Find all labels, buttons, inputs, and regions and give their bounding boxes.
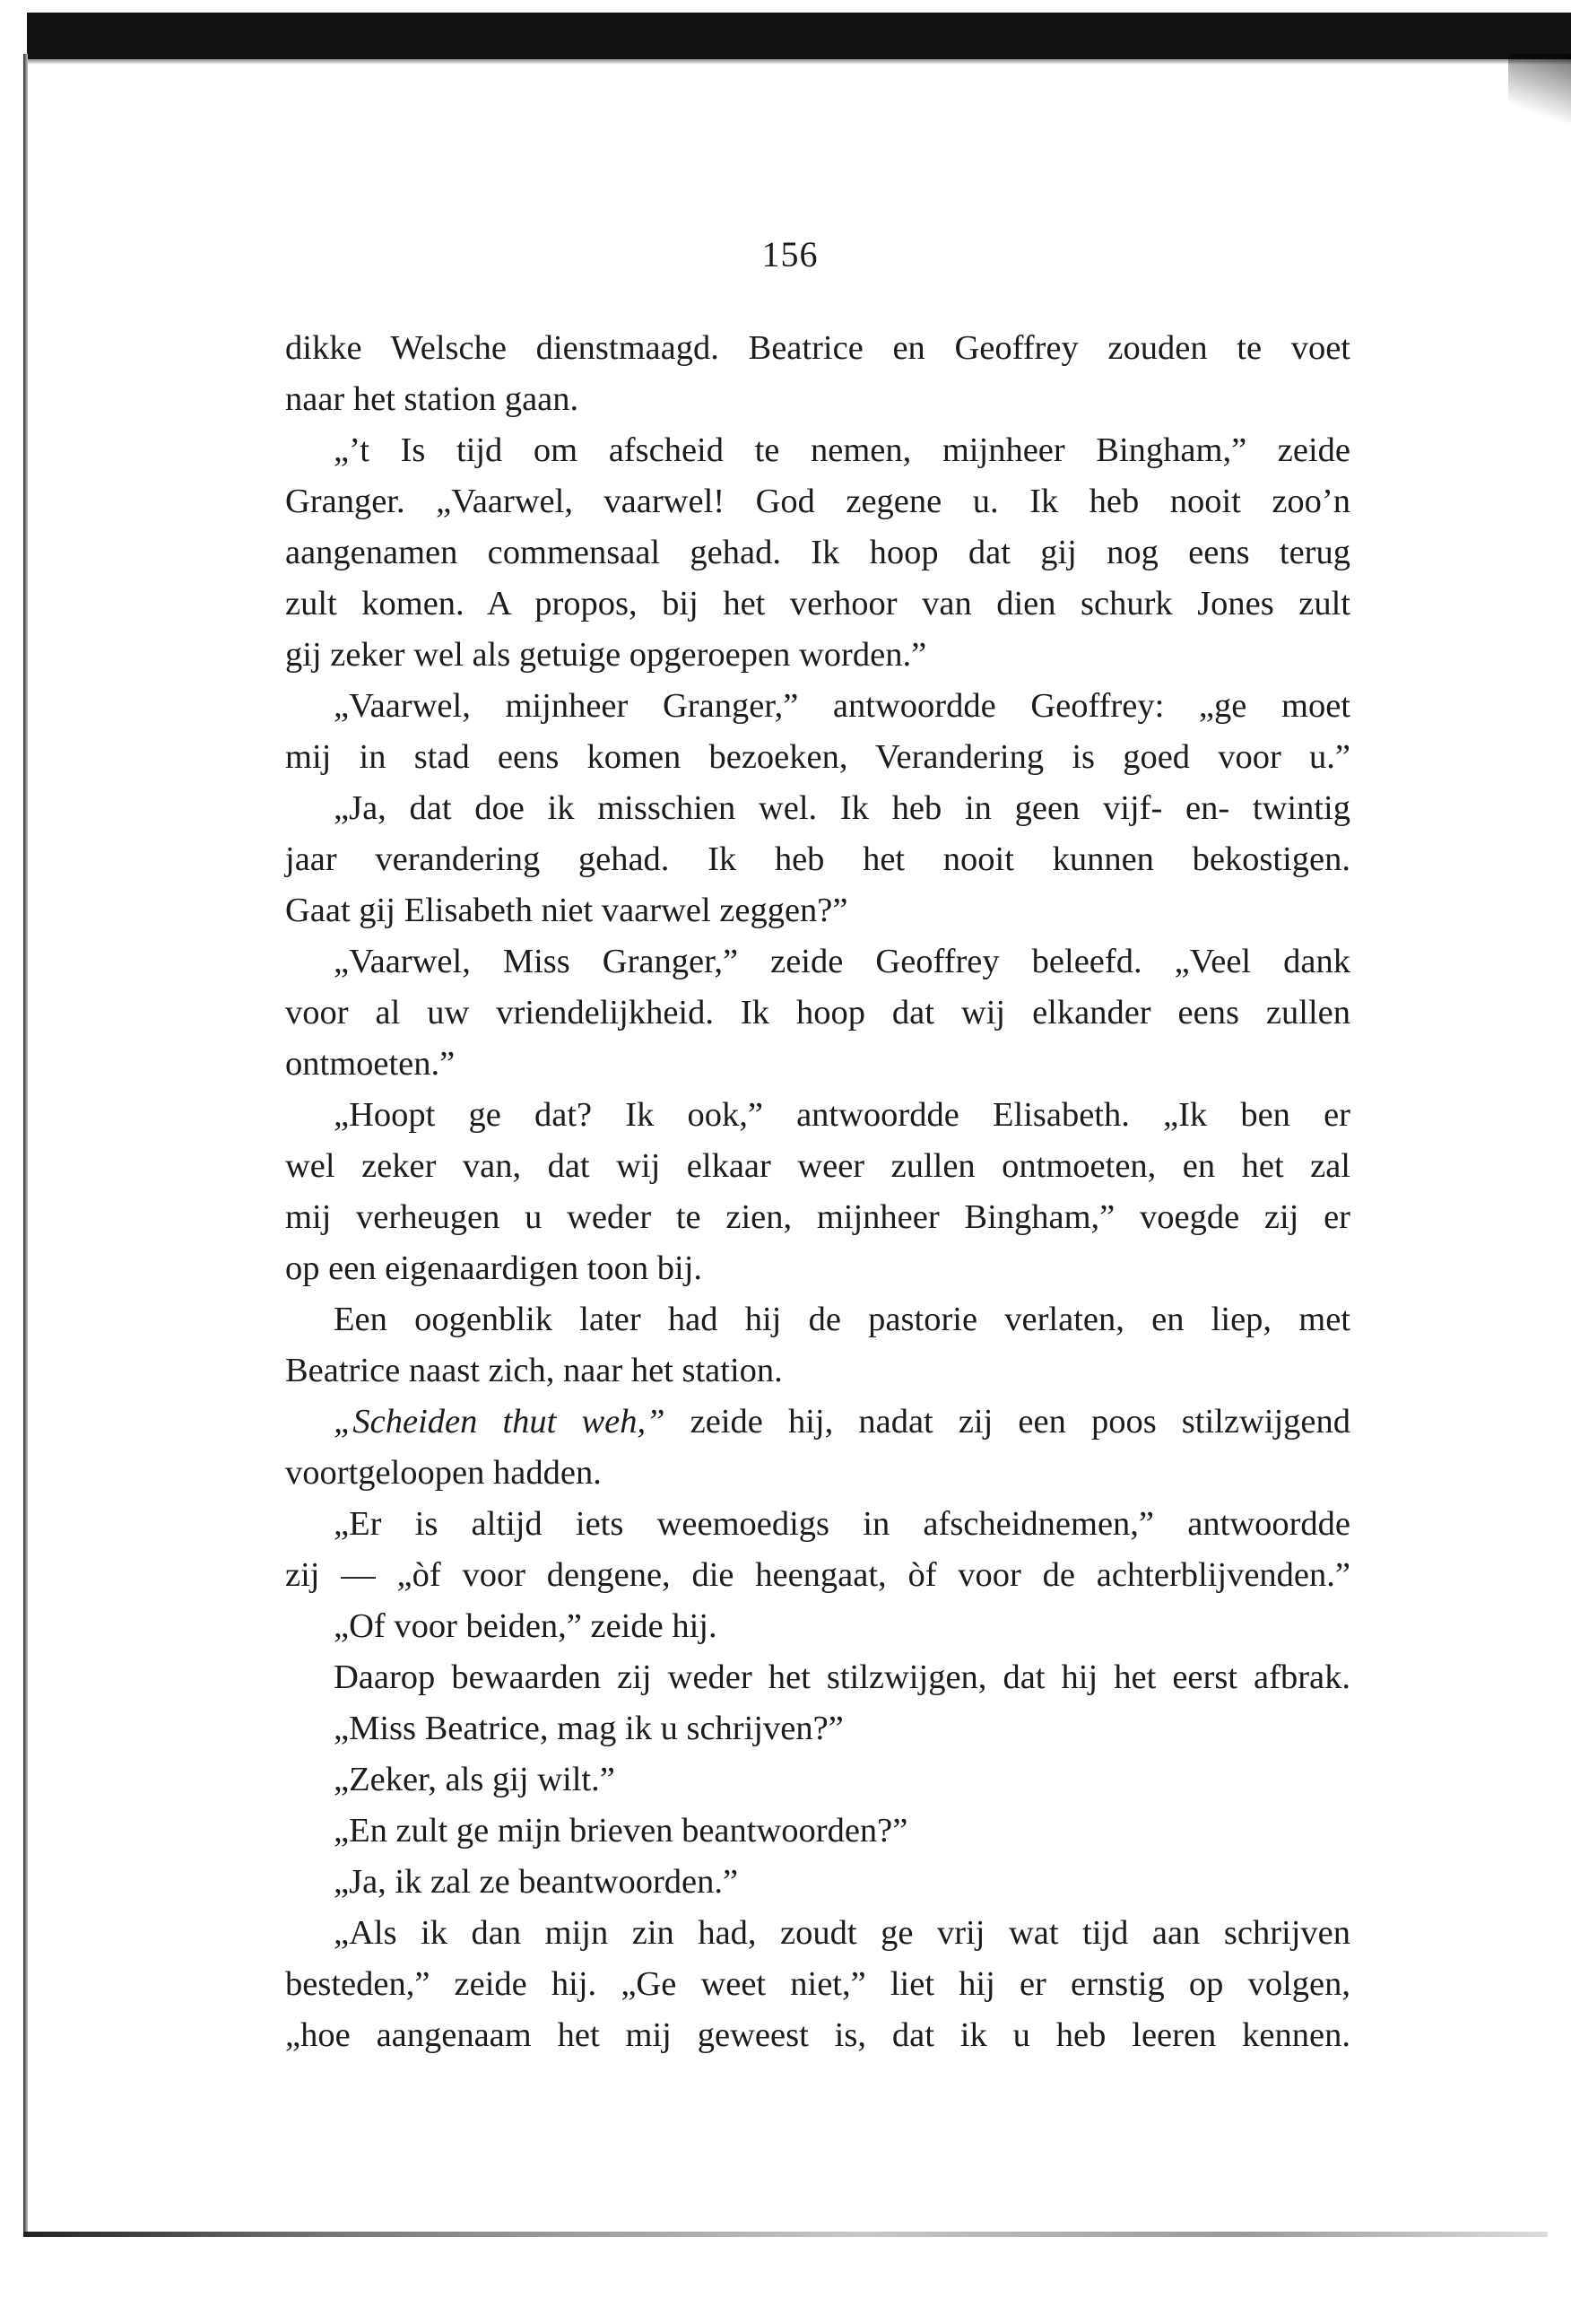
text-line: ontmoeten.”: [285, 1045, 456, 1083]
text-line: „Vaarwel, Miss Granger,” zeide Geoffrey beleefd. „Veel dank: [334, 943, 1350, 980]
text-line: naar het station gaan.: [285, 380, 579, 418]
text-line: dikke Welsche dienstmaagd. Beatrice en Geoffrey zouden te voet: [285, 329, 1350, 367]
text-line: „hoe aangenaam het mij geweest is, dat ik u heb leeren kennen.: [285, 2016, 1350, 2054]
italic-phrase: „Scheiden thut weh,”: [334, 1403, 665, 1441]
scan-corner-shadow: [1508, 54, 1571, 144]
text-line: Beatrice naast zich, naar het station.: [285, 1352, 783, 1389]
text-line: [285, 1397, 1350, 1448]
text-line: „En zult ge mijn brieven beantwoorden?”: [334, 1812, 908, 1850]
text-line: aangenamen commensaal gehad. Ik hoop dat gij nog eens terug: [285, 534, 1350, 571]
text-line: zij — „òf voor dengene, die heengaat, òf voor de achterblijvenden.”: [285, 1556, 1350, 1594]
text-line: „Ja, dat doe ik misschien wel. Ik heb in geen vijf- en- twintig: [334, 789, 1350, 827]
text-line: mij in stad eens komen bezoeken, Verandering is goed voor u.”: [285, 738, 1350, 776]
text-line: „Er is altijd iets weemoedigs in afscheidnemen,” antwoordde: [334, 1505, 1350, 1543]
scan-top-border: [27, 13, 1571, 59]
text-line: „Of voor beiden,” zeide hij.: [334, 1607, 717, 1645]
text-line: wel zeker van, dat wij elkaar weer zullen ontmoeten, en het zal: [285, 1147, 1350, 1185]
text-line: „Ja, ik zal ze beantwoorden.”: [334, 1863, 739, 1901]
text-line: „’t Is tijd om afscheid te nemen, mijnheer Bingham,” zeide: [334, 431, 1350, 469]
text-line: „Als ik dan mijn zin had, zoudt ge vrij wat tijd aan schrijven: [334, 1914, 1350, 1952]
text-line: „Vaarwel, mijnheer Granger,” antwoordde Geoffrey: „ge moet: [334, 687, 1350, 725]
page-body: [285, 323, 1350, 2061]
text-line: mij verheugen u weder te zien, mijnheer Bingham,” voegde zij er: [285, 1198, 1350, 1236]
text-line: op een eigenaardigen toon bij.: [285, 1249, 703, 1287]
text-line: besteden,” zeide hij. „Ge weet niet,” liet hij er ernstig op volgen,: [285, 1965, 1350, 2003]
text-line: Daarop bewaarden zij weder het stilzwijgen, dat hij het eerst afbrak.: [334, 1658, 1350, 1696]
text-line: zult komen. A propos, bij het verhoor van dien schurk Jones zult: [285, 585, 1350, 622]
scan-left-edge: [23, 54, 28, 2233]
text-line: voor al uw vriendelijkheid. Ik hoop dat wij elkander eens zullen: [285, 994, 1350, 1031]
text-line: „Zeker, als gij wilt.”: [334, 1761, 615, 1798]
text-line: „Hoopt ge dat? Ik ook,” antwoordde Elisabeth. „Ik ben er: [334, 1096, 1350, 1134]
text-line: „Miss Beatrice, mag ik u schrijven?”: [334, 1710, 844, 1747]
scan-bottom-edge: [23, 2232, 1548, 2237]
text-line: gij zeker wel als getuige opgeroepen worden.”: [285, 636, 927, 674]
text-line-rest: zeide hij, nadat zij een poos stilzwijgend: [690, 1403, 1350, 1441]
text-line: Granger. „Vaarwel, vaarwel! God zegene u. Ik heb nooit zoo’n: [285, 483, 1350, 520]
page-number: 156: [761, 234, 819, 274]
text-line: Gaat gij Elisabeth niet vaarwel zeggen?”: [285, 892, 848, 929]
text-line: jaar verandering gehad. Ik heb het nooit kunnen bekostigen.: [285, 840, 1350, 878]
text-line: voortgeloopen hadden.: [285, 1454, 602, 1492]
text-line: Een oogenblik later had hij de pastorie verlaten, en liep, met: [334, 1301, 1350, 1338]
